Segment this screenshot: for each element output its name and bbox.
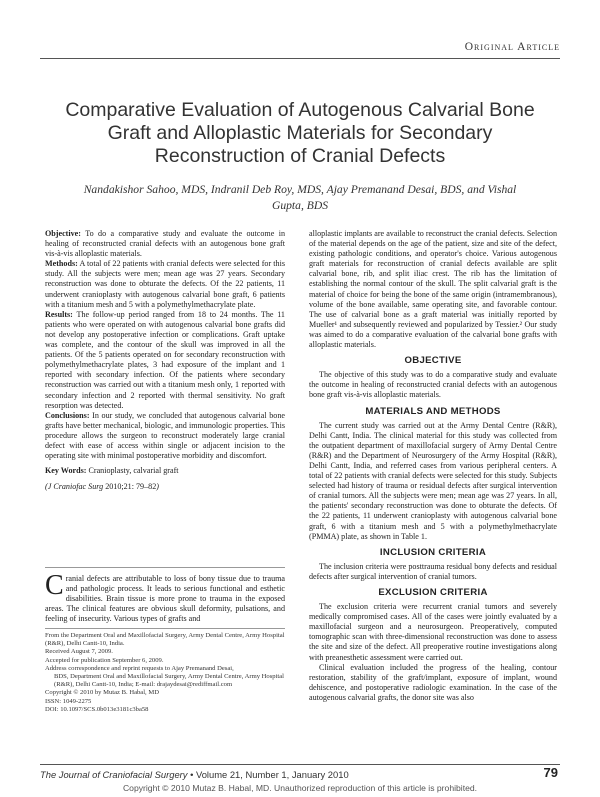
exclusion-text: The exclusion criteria were recurrent cranial tumors and severely medically compromised cases. All of the cases were jointly evaluated by a maxillofacial surgeon and a neurosurgeon. Preoperatively, computed tomographic scan with three-dimensional reconstruction was done to assess the site and size of the defect. All preoperative routine investigations along with preanesthetic assessment were carried out. (309, 602, 557, 662)
page-number: 79 (543, 765, 558, 780)
doi: DOI: 10.1097/SCS.0b013e3181c3ba58 (45, 705, 149, 713)
abstract-conclusions (45, 411, 285, 461)
citation-details: 2010;21: 79–82 (105, 482, 157, 492)
methods-heading: MATERIALS AND METHODS (365, 405, 501, 417)
abstract-methods-text: A total of 22 patients with cranial defects were selected for this study. All the subjects were men; mean age was 27 years. Secondary reconstruction was done to obturate the defects. Of the 22 patients, 11 underwent cranioplasty with autogenous calvarial bone graft, 6 patients with a titanium mesh and 5 with a polymethylmethacrylate plate. (45, 259, 286, 309)
article-title: Comparative Evaluation of Autogenous Calvarial Bone Graft and Alloplastic Materials for Secondary Reconstruction of Cranial Defects (65, 99, 535, 167)
exclusion-heading: EXCLUSION CRITERIA (378, 587, 488, 598)
abstract-objective (45, 229, 285, 259)
section-label: Original Article (464, 41, 560, 53)
correspondence-line: Address correspondence and reprint requests to Ajay Premanand Desai, (45, 664, 234, 672)
clinical-evaluation-text: Clinical evaluation included the progress of the healing, contour restoration, stability of the graft/implant, exposure of implant, wound dehiscence, and postoperative radiologic examination. In the case of the autogenous calvarial grafts, the donor site was also (309, 662, 557, 702)
author-list: Nandakishor Sahoo, MDS, Indranil Deb Roy, MDS, Ajay Premanand Desai, BDS, and Vishal Gupta, BDS (83, 183, 517, 212)
abstract-objective-text: To do a comparative study and evaluate the outcome in healing of reconstructed cranial defects with an autogenous bone graft vis-à-vis alloplastic materials. (45, 229, 285, 259)
intro-text: ranial defects are attributable to loss of bony tissue due to trauma and pathologic process. It leads to serious functional and esthetic disabilities. Brain tissue is more prone to trauma in the exposed areas. The clinical features are obvious skull deformity, pulsations, and feeling of insecurity. Various types of grafts and (45, 574, 285, 624)
footer-journal (40, 769, 349, 780)
affiliation-note: From the Department Oral and Maxillofacial Surgery, Army Dental Centre, Army Hospital (R&R), Delhi Cantt-10, India. (45, 632, 285, 648)
correspondence-detail: BDS, Department Oral and Maxillofacial Surgery, Army Dental Centre, Army Hospital (R&R), Delhi Cantt-10, India; E-mail: drajaydesai@rediffmail.com (54, 673, 284, 689)
abstract-conclusions-text: In our study, we concluded that autogenous calvarial bone grafts have better mechanical, biologic, and immunologic properties. This procedure allows the surgeon to reconstruct moderately large cranial defect with ease of access within single or adjacent incision to the operating site with minimal postoperative morbidity and discomfort. (45, 410, 285, 461)
citation-journal: J Craniofac Surg (47, 482, 104, 492)
drop-cap: C (45, 570, 64, 601)
citation: (J Craniofac Surg 2010;21: 79–82) (45, 482, 159, 492)
objective-heading: OBJECTIVE (404, 355, 462, 367)
methods-text: The current study was carried out at the Army Dental Centre (R&R), Delhi Cantt, India. The clinical material for this study was collected from the outpatient department of maxillofacial surgery of Army Dental Centre (R&R) and the Department of Neurosurgery of the Army Hospital (R&R), Delhi Cantt, India, and referred cases from various peripheral centers. A total of 22 patients with cranial defects were selected for this study. Subjects selected had history of trauma or residual defects after surgical intervention of cranial tumors. All the subjects were men; mean age was 27 years. In all, the patients' secondary reconstruction was done to obturate the defects. Of the 22 patients, 11 underwent cranioplasty with autogenous calvarial bone graft, 6 with a titanium mesh and 5 with a polymethylmethacrylate (PMMA) plate, as shown in Table 1. (309, 420, 557, 541)
abstract-results-label: Results: (45, 309, 73, 319)
header-rule (40, 58, 560, 59)
keywords-label: Key Words: (45, 466, 87, 476)
copyright-note: Copyright © 2010 by Mutaz B. Habal, MD (45, 689, 159, 697)
intro-continued: alloplastic implants are available to reconstruct the cranial defects. Selection of the material depends on the age of the patient, size and site of the defect, existing pathologic conditions, and operator's choice. Various autogenous graft materials for reconstruction of cranial defects available are split calvarial bone, rib, and split iliac crest. The rib has the limitation of establishing the normal contour of the skull. The split calvarial graft is the material of choice for being the bone of the same origin (intramembranous), volume of the bone available, same operating site, and favorable contour. The use of calvarial bone as a graft material was initially reported by Mueller¹ and subsequently reviewed and popularized by Tessier.² Our study was aimed to do a comparative evaluation of the calvarial bone grafts with alloplastic materials. (309, 229, 557, 350)
abstract-results (45, 310, 285, 411)
abstract-objective-label: Objective: (45, 229, 81, 238)
inclusion-text: The inclusion criteria were posttrauma residual bony defects and residual defects after surgical intervention of cranial tumors. (309, 561, 557, 581)
left-column (45, 229, 285, 492)
abstract-methods-label: Methods: (45, 259, 78, 269)
keywords (45, 466, 285, 476)
footnote-divider (45, 628, 285, 629)
copyright-notice: Copyright © 2010 Mutaz B. Habal, MD. Unauthorized reproduction of this article is prohibited. (122, 783, 478, 793)
objective-text: The objective of this study was to do a comparative study and evaluate the outcome in healing of reconstructed cranial defects with an autogenous bone graft vis-à-vis alloplastic materials. (309, 370, 557, 400)
footer-rule (40, 764, 560, 765)
footnotes (45, 632, 285, 714)
abstract-conclusions-label: Conclusions: (45, 410, 90, 420)
inclusion-heading: INCLUSION CRITERIA (379, 546, 487, 558)
abstract-divider (45, 567, 285, 568)
received-date: Received August 7, 2009. (45, 648, 113, 656)
abstract-results-text: The follow-up period ranged from 18 to 24 months. The 11 patients who were operated on with autogenous calvarial bone grafts did not develop any postoperative infection or complications. Graft uptake was complete, and the contour of the skull was improved in all the patients. Of the 5 patients operated on for secondary reconstruction with polymethylmethacrylate plates, 3 had exposure of the implant and 1 reported with secondary infection. Of the patients where secondary reconstruction was carried out with a titanium mesh only, 1 reported with secondary infection and 2 reported with thermal sensitivity. No graft resorption was detected. (45, 309, 285, 410)
intro-paragraph (45, 570, 285, 624)
footer-journal-name: The Journal of Craniofacial Surgery (40, 769, 188, 780)
accepted-date: Accepted for publication September 6, 2009. (45, 656, 164, 664)
footer-issue: • Volume 21, Number 1, January 2010 (190, 769, 349, 780)
right-column (309, 229, 557, 703)
keywords-text: Cranioplasty, calvarial graft (88, 466, 179, 476)
abstract-methods (45, 259, 285, 309)
issn: ISSN: 1049-2275 (45, 697, 92, 705)
